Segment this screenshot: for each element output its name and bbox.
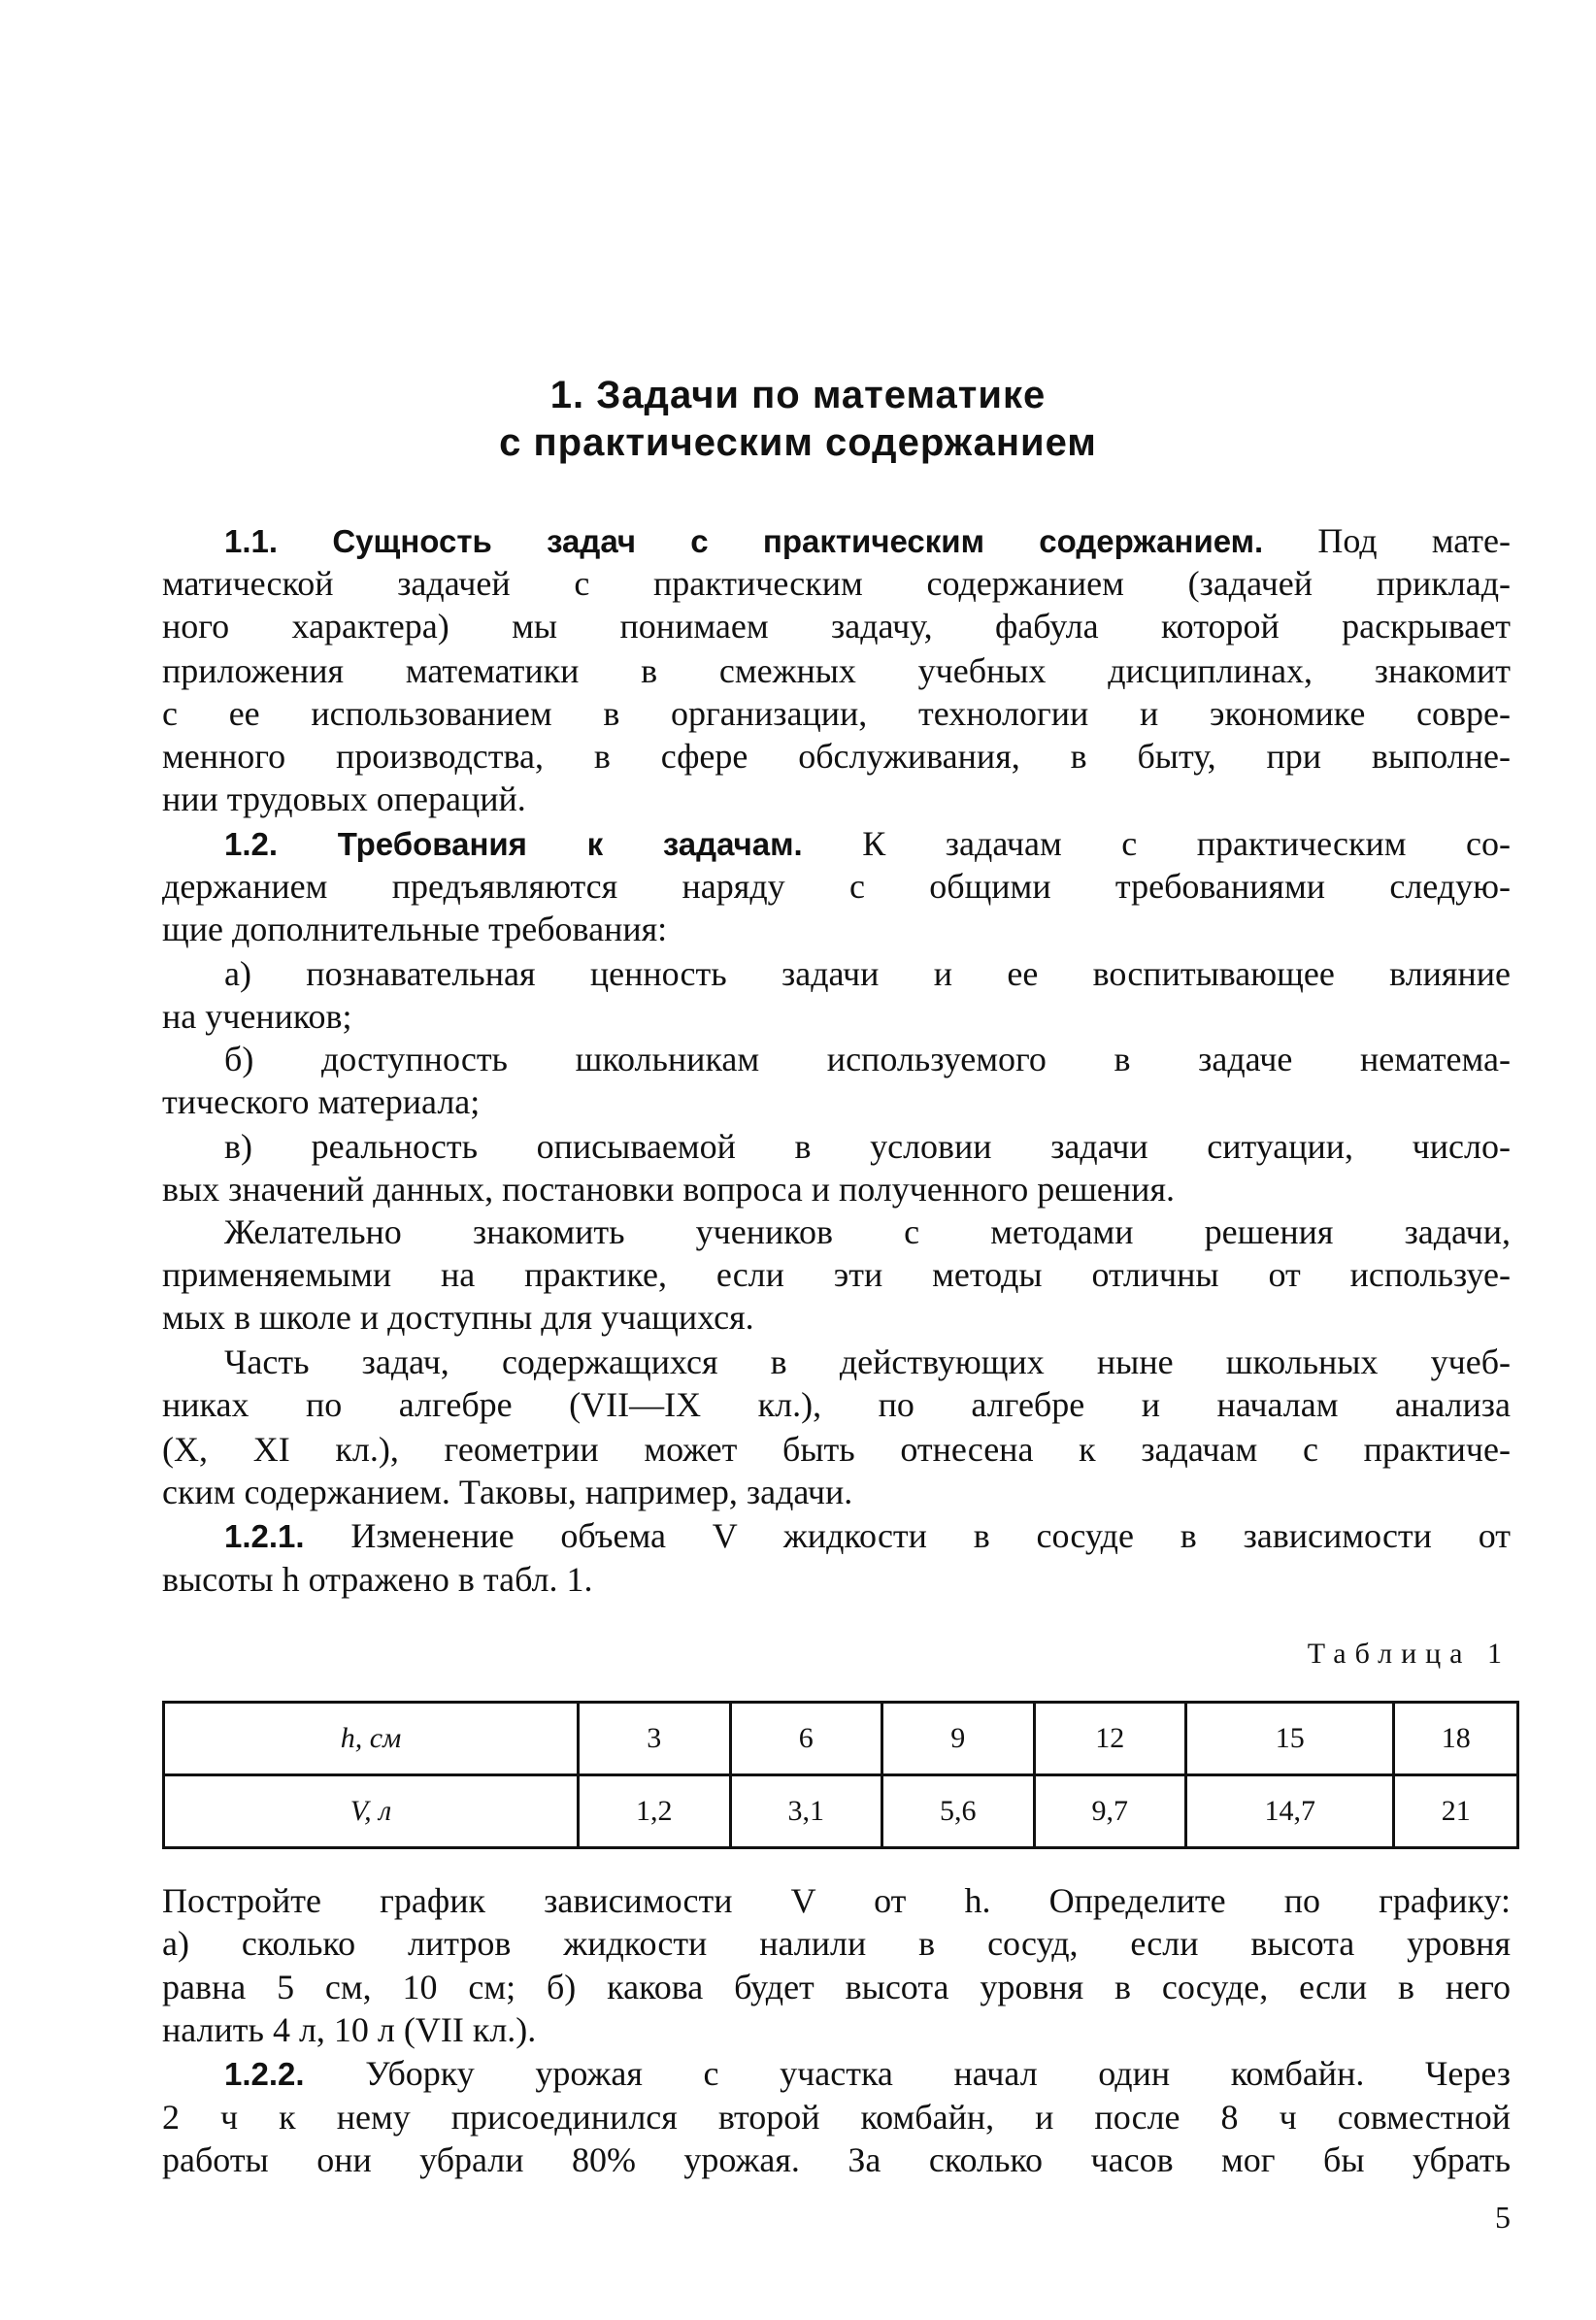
text-line: мых в школе и доступны для учащихся. <box>162 1298 754 1337</box>
data-table <box>162 1701 1519 1849</box>
text-line: с ее использованием в организации, технологии и экономике совре- <box>162 694 1511 733</box>
table-cell: 3 <box>579 1703 731 1775</box>
chapter-title-line-2: с практическим содержанием <box>499 421 1097 464</box>
text-line: (X, XI кл.), геометрии может быть отнесена к задачам с практиче- <box>162 1430 1511 1469</box>
text-line <box>224 1514 1511 1558</box>
text-line: на учеников; <box>162 997 352 1036</box>
text-line: вых значений данных, постановки вопроса и полученного решения. <box>162 1170 1175 1209</box>
text-line <box>224 519 1511 563</box>
row-header: h, см <box>164 1703 579 1775</box>
table-row <box>164 1703 1518 1775</box>
line-text: Уборку урожая с участка начал один комбайн. Через <box>365 2054 1511 2093</box>
text-line: высоты h отражено в табл. 1. <box>162 1560 593 1599</box>
line-text: К задачам с практическим со- <box>862 824 1511 863</box>
table-caption: Таблица 1 <box>1307 1638 1511 1670</box>
text-line <box>224 2052 1511 2096</box>
text-line: приложения математики в смежных учебных дисциплинах, знакомит <box>162 651 1511 690</box>
row-header: V, л <box>164 1775 579 1848</box>
text-line <box>224 822 1511 866</box>
text-line: применяемыми на практике, если эти методы отличны от используе- <box>162 1255 1511 1294</box>
page-number: 5 <box>1495 2200 1511 2235</box>
text-line: а) познавательная ценность задачи и ее воспитывающее влияние <box>224 954 1511 993</box>
table-cell: 12 <box>1034 1703 1186 1775</box>
text-line: в) реальность описываемой в условии задачи ситуации, число- <box>224 1127 1511 1166</box>
text-line: 2 ч к нему присоединился второй комбайн, и после 8 ч совместной <box>162 2098 1511 2137</box>
table-cell: 9 <box>882 1703 1035 1775</box>
table-row <box>164 1775 1518 1848</box>
table-cell: 15 <box>1186 1703 1394 1775</box>
text-line: матической задачей с практическим содержанием (задачей приклад- <box>162 564 1511 603</box>
chapter-title-line-1: 1. Задачи по математике <box>549 374 1047 416</box>
line-text: Изменение объема V жидкости в сосуде в зависимости от <box>350 1516 1511 1555</box>
text-line: ским содержанием. Таковы, например, задачи. <box>162 1473 853 1511</box>
table-cell: 1,2 <box>579 1775 731 1848</box>
table-cell: 21 <box>1394 1775 1518 1848</box>
table-cell: 18 <box>1394 1703 1518 1775</box>
text-line: тического материала; <box>162 1082 481 1121</box>
text-line: Часть задач, содержащихся в действующих ныне школьных учеб- <box>224 1342 1511 1381</box>
table-cell: 6 <box>730 1703 882 1775</box>
text-line: б) доступность школьникам используемого в задаче нематема- <box>224 1040 1511 1078</box>
table-cell: 9,7 <box>1034 1775 1186 1848</box>
text-line: работы они убрали 80% урожая. За сколько часов мог бы убрать <box>162 2140 1511 2179</box>
run-in-heading: 1.2.1. <box>224 1518 305 1554</box>
text-line: ного характера) мы понимаем задачу, фабула которой раскрывает <box>162 607 1511 646</box>
line-text: Под мате- <box>1317 521 1512 560</box>
run-in-heading: 1.2. Требования к задачам. <box>224 826 803 862</box>
text-line: Желательно знакомить учеников с методами решения задачи, <box>224 1212 1511 1251</box>
text-line: держанием предъявляются наряду с общими требованиями следую- <box>162 867 1511 906</box>
run-in-heading: 1.2.2. <box>224 2056 305 2092</box>
text-line: щие дополнительные требования: <box>162 910 668 948</box>
text-line: равна 5 см, 10 см; б) какова будет высота уровня в сосуде, если в него <box>162 1968 1511 2006</box>
table-cell: 14,7 <box>1186 1775 1394 1848</box>
run-in-heading: 1.1. Сущность задач с практическим содержанием. <box>224 523 1264 559</box>
text-line: нии трудовых операций. <box>162 779 526 818</box>
text-line: Постройте график зависимости V от h. Определите по графику: <box>162 1881 1511 1920</box>
text-line: менного производства, в сфере обслуживания, в быту, при выполне- <box>162 737 1511 776</box>
table-cell: 5,6 <box>882 1775 1035 1848</box>
text-line: а) сколько литров жидкости налили в сосуд, если высота уровня <box>162 1924 1511 1963</box>
text-line: налить 4 л, 10 л (VII кл.). <box>162 2010 537 2049</box>
table-cell: 3,1 <box>730 1775 882 1848</box>
text-line: никах по алгебре (VII—IX кл.), по алгебре и началам анализа <box>162 1385 1511 1424</box>
